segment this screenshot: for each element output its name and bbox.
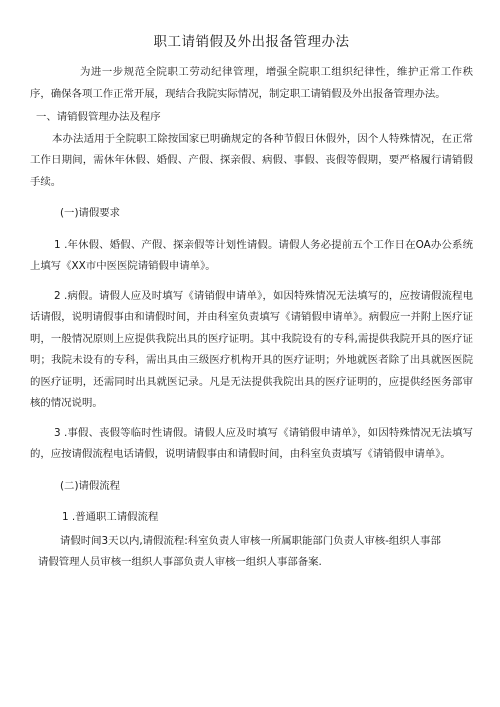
intro-paragraph: 为进一步规范全院职工劳动纪律管理，增强全院职工组织纪律性，维护正常工作秩序，确保各项工作正常开展，现结合我院实际情况，制定职工请销假及外出报备管理办法。 [30,66,473,100]
list-item-staff-process: 1 .普通职工请假流程 [62,511,159,523]
section-heading: 一、请销假管理办法及程序 [36,111,161,123]
process-line-continued: 请假管理人员审核一组织人事部负责人审核一组织人事部备案. [38,556,322,568]
process-line: 请假时间3天以内,请假流程:科室负责人审核一所属职能部门负责人审核-组织人事部 [60,534,441,547]
list-item-planned-leave: 1 .年休假、婚假、产假、探亲假等计划性请假。请假人务必提前五个工作日在OA办公系统上填写《XX市中医医院请销假申请单》。 [30,238,473,272]
list-item-sick-leave: 2 .病假。请假人应及时填写《请销假申请单》，如因特殊情况无法填写的，应按请假流程电话请假，说明请假事由和请假时间，并由科室负责填写《请销假申请单》。病假应一并附上医疗证明，一般情况原则上应提供我院出具的医疗证明。其中我院设有的专科,需提供我院开具的医疗证明；我院未设有的专科，需出具由三级医疗机构开具的医疗证明；外地就医者除了出具就医医院的医疗证明，还需同时出具就医记录。凡是无法提供我院出具的医疗证明的，应提供经医务部审核的情况说明。 [30,289,473,409]
list-item-temporary-leave: 3 .事假、丧假等临时性请假。请假人应及时填写《请销假申请单》，如因特殊情况无法填写的，应按请假流程电话请假，说明请假事由和请假时间，由科室负责填写《请销假申请单》。 [30,426,473,460]
subsection-heading-requirements: (一)请假要求 [60,207,121,219]
subsection-heading-process: (二)请假流程 [60,479,121,492]
document-title: 职工请销假及外出报备管理办法 [153,34,350,50]
section-body-paragraph: 本办法适用于全院职工除按国家已明确规定的各种节假日休假外，因个人特殊情况，在正常工作日期间，需休年休假、婚假、产假、探亲假、病假、事假、丧假等假期，要严格履行请销假手续。 [30,132,473,188]
